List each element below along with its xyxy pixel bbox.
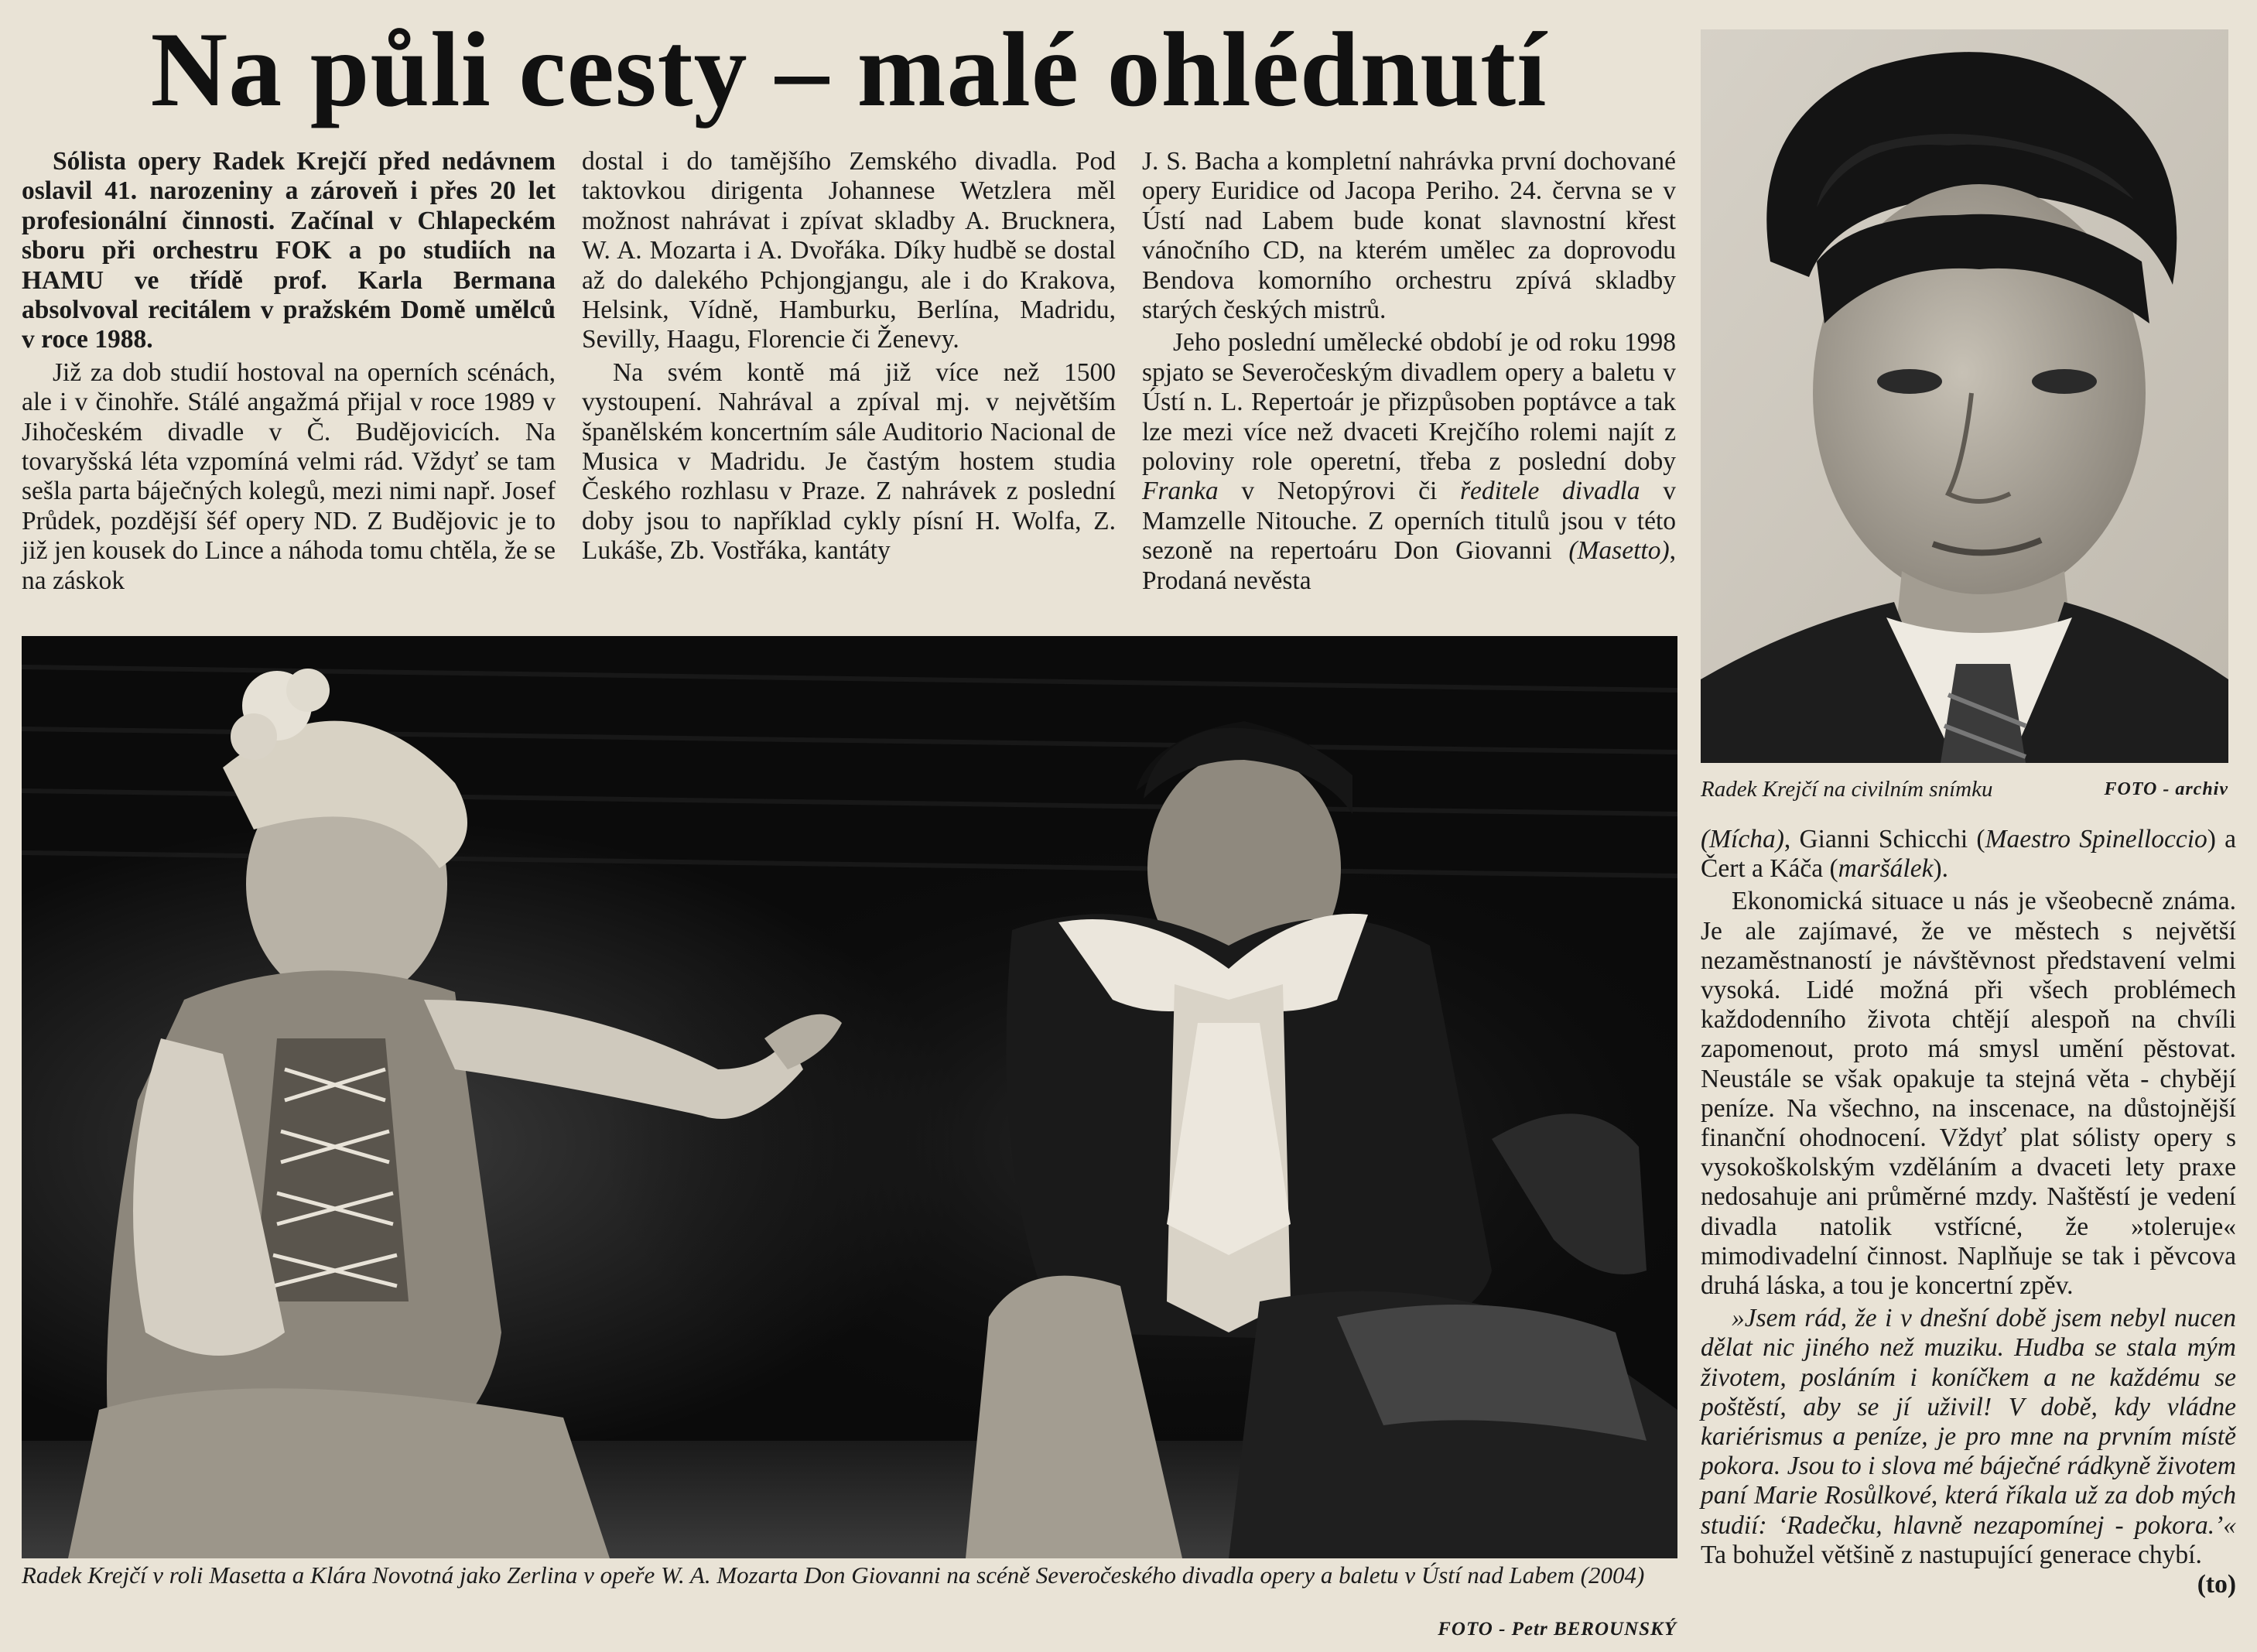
text-run: ). bbox=[1933, 854, 1948, 884]
article-column-3 bbox=[1142, 147, 1676, 596]
portrait-photo bbox=[1701, 29, 2228, 763]
role-name: Maestro Spinelloccio bbox=[1985, 825, 2207, 853]
article-column-1 bbox=[22, 147, 556, 596]
stage-photo-caption: Radek Krejčí v roli Masetta a Klára Novotná jako Zerlina v opeře W. A. Mozarta Don Giovanni na scéně Severočeského divadla opery a baletu v Ústí nad Labem (2004) bbox=[22, 1561, 1645, 1589]
paragraph: Již za dob studií hostoval na operních scénách, ale i v činohře. Stálé angažmá přijal v roce 1989 v Jihočeském divadle v Č. Budějovicích. Na tovaryšská léta vzpomíná velmi rád. Vždyť se tam sešla parta báječných kolegů, mezi nimi např. Josef Průdek, pozdější šéf opery ND. Z Budějovic je to již jen kousek do Lince a náhoda tomu chtěla, že se na záskok bbox=[22, 357, 556, 595]
paragraph: Na svém kontě má již více než 1500 vystoupení. Nahrával a zpíval mj. v největším španělském koncertním sále Auditorio Nacional de Musica v Madridu. Je častým hostem studia Českého rozhlasu v Praze. Z nahrávek z poslední doby jsou to například cykly písní H. Wolfa, Z. Lukáše, Zb. Vostřáka, kantáty bbox=[582, 357, 1116, 566]
stage-photo bbox=[22, 636, 1677, 1558]
role-name: Franka bbox=[1142, 477, 1219, 506]
portrait-photo-image bbox=[1701, 29, 2228, 763]
portrait-photo-credit: FOTO - archiv bbox=[2104, 779, 2228, 799]
role-name: ředitele divadla bbox=[1460, 477, 1640, 506]
quote-paragraph bbox=[1701, 1304, 2236, 1599]
text-run: , Prodaná nevěsta bbox=[1142, 536, 1676, 595]
text-run: v Netopýrovi či bbox=[1218, 477, 1460, 506]
text-run: Ta bohužel většině z nastupující generace chybí. bbox=[1701, 1540, 2202, 1569]
paragraph: Ekonomická situace u nás je všeobecně známa. Je ale zajímavé, že ve městech s největší nezaměstnaností je návštěvnost představení velmi vysoká. Lidé možná při všech problémech každodenního života chtějí alespoň na chvíli zapomenout, proto má smysl umění pěstovat. Neustále se však opakuje ta stejná věta - chybějí peníze. Na všechno, na inscenace, na důstojnější finanční ohodnocení. Vždyť plat sólisty opery s vysokoškolským vzděláním a dvaceti lety praxe nedosahuje ani průměrné mzdy. Naštěstí je vedení divadla natolik vstřícné, že »toleruje« mimodivadelní činnost. Naplňuje se tak i pěvcova druhá láska, a tou je koncertní zpěv. bbox=[1701, 887, 2236, 1301]
portrait-caption-text: Radek Krejčí na civilním snímku bbox=[1701, 777, 1993, 802]
text-run: ) a Čert a Káča ( bbox=[1701, 825, 2237, 884]
role-name: (Masetto) bbox=[1568, 536, 1670, 566]
text-run: , Gianni Schicchi ( bbox=[1783, 825, 1985, 853]
article-column-2 bbox=[582, 147, 1116, 566]
role-name: (Mícha) bbox=[1701, 825, 1784, 853]
article-column-4 bbox=[1701, 825, 2236, 1599]
stage-photo-image bbox=[22, 636, 1677, 1558]
author-signature: (to) bbox=[2197, 1570, 2236, 1599]
text-run: v Mamzelle Nitouche. Z operních titulů jsou v této sezoně na repertoáru Don Giovanni bbox=[1142, 477, 1676, 566]
text-run: Jeho poslední umělecké období je od roku 1998 spjato se Severočeským divadlem opery a baletu v Ústí n. L. Repertoár je přizpůsoben poptávce a tak lze mezi více než dvaceti Krejčího rolemi najít z poloviny role operetní, třeba z poslední doby bbox=[1142, 328, 1676, 477]
paragraph bbox=[1701, 825, 2236, 884]
lead-paragraph: Sólista opery Radek Krejčí před nedávnem oslavil 41. narozeniny a zároveň i přes 20 let profesionální činnosti. Začínal v Chlapeckém sboru při orchestru FOK a po studiích na HAMU ve třídě prof. Karla Bermana absolvoval recitálem v pražském Domě umělců v roce 1988. bbox=[22, 147, 556, 354]
article-headline: Na půli cesty – malé ohlédnutí bbox=[150, 10, 1547, 128]
stage-photo-credit: FOTO - Petr BEROUNSKÝ bbox=[1438, 1619, 1677, 1640]
portrait-caption bbox=[1701, 775, 2228, 803]
paragraph: J. S. Bacha a kompletní nahrávka první dochované opery Euridice od Jacopa Periho. 24. června se v Ústí nad Labem bude konat slavnostní křest vánočního CD, na kterém umělec za doprovodu Bendova komorního orchestru zpívá skladby starých českých mistrů. bbox=[1142, 147, 1676, 325]
quote-text: »Jsem rád, že i v dnešní době jsem nebyl nucen dělat nic jiného než muziku. Hudba se stala mým životem, posláním i koníčkem a ne každému se poštěstí, aby se jí uživil! V době, kdy vládne kariérismus a peníze, je pro mne na prvním místě pokora. Jsou to i slova mé báječné rádkyně životem paní Marie Rosůlkové, která říkala už za dob mých studií: ‘Radečku, hlavně nezapomínej - pokora.’« bbox=[1701, 1304, 2236, 1540]
role-name: maršálek bbox=[1838, 854, 1934, 884]
paragraph: dostal i do tamějšího Zemského divadla. Pod taktovkou dirigenta Johannese Wetzlera měl možnost nahrávat i zpívat skladby A. Brucknera, W. A. Mozarta i A. Dvořáka. Díky hudbě se dostal až do dalekého Pchjongjangu, ale i do Krakova, Helsink, Vídně, Hamburku, Berlína, Madridu, Sevilly, Haagu, Florencie či Ženevy. bbox=[582, 147, 1116, 354]
paragraph bbox=[1142, 328, 1676, 596]
